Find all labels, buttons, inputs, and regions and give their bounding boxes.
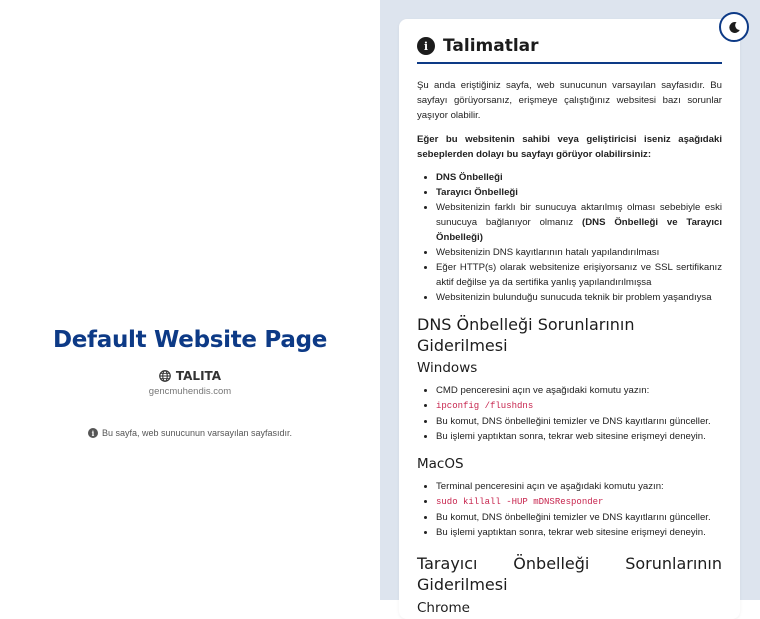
list-item: • CMD penceresini açın ve aşağıdaki komutu yazın:: [436, 383, 722, 398]
macos-steps: [417, 479, 722, 540]
domain-text: gencmuhendis.com: [148, 386, 232, 397]
list-item: • Terminal penceresini açın ve aşağıdaki komutu yazın:: [436, 479, 722, 494]
browser-section-title-line2: Giderilmesi: [417, 575, 508, 594]
site-title: Default Website Page: [52, 327, 328, 353]
list-item: [436, 398, 722, 414]
brand: [0, 369, 380, 383]
reason-bold: (DNS Önbelleği ve Tarayıcı Önbelleği): [436, 217, 722, 243]
windows-steps: [417, 383, 722, 444]
moon-icon: [728, 21, 741, 34]
reasons-list: [417, 170, 722, 305]
info-icon: i: [88, 428, 98, 438]
card-header: [417, 36, 722, 64]
macos-command: sudo killall -HUP mDNSResponder: [436, 497, 604, 507]
list-item: [436, 200, 722, 245]
list-item: [436, 494, 722, 510]
list-item: • Bu komut, DNS önbelleğini temizler ve DNS kayıtlarını günceller.: [436, 510, 722, 525]
list-item: • Websitenizin bulunduğu sunucuda teknik bir problem yaşandıysa: [436, 290, 722, 305]
note-text: Bu sayfa, web sunucunun varsayılan sayfasıdır.: [101, 428, 293, 438]
macos-title: MacOS: [417, 456, 464, 472]
intro-paragraph: Şu anda eriştiğiniz sayfa, web sunucunun varsayılan sayfasıdır. Bu sayfayı görüyorsanız, erişmeye çalıştığınız websitesi bazı sorunlar yaşıyor olabilir.: [417, 80, 722, 121]
brand-name: TALITA: [175, 369, 222, 383]
list-item: • Bu komut, DNS önbelleğini temizler ve DNS kayıtlarını günceller.: [436, 414, 722, 429]
instructions-card: [399, 19, 740, 619]
list-item: • Websitenizin DNS kayıtlarının hatalı yapılandırılması: [436, 245, 722, 260]
windows-title: Windows: [417, 360, 478, 376]
card-title: Talimatlar: [443, 36, 539, 56]
list-item: • Tarayıcı Önbelleği: [436, 185, 722, 200]
reason-text: Websitenizin farklı bir sunucuya aktarılmış olması sebebiyle eski sunucuya bağlanıyor olmanız: [436, 202, 722, 228]
browser-section-title-line1: Tarayıcı Önbelleği Sorunlarının: [417, 554, 722, 573]
default-page-note: [0, 428, 380, 438]
instructions-panel: [380, 0, 760, 616]
chrome-title: Chrome: [417, 600, 470, 616]
globe-icon: [159, 370, 171, 382]
landing-panel: [0, 0, 380, 600]
list-item: • Bu işlemi yaptıktan sonra, tekrar web sitesine erişmeyi deneyin.: [436, 429, 722, 444]
windows-command: ipconfig /flushdns: [436, 401, 534, 411]
theme-toggle-button[interactable]: [719, 12, 749, 42]
list-item: • Bu işlemi yaptıktan sonra, tekrar web sitesine erişmeyi deneyin.: [436, 525, 722, 540]
info-circle-icon: i: [417, 37, 435, 55]
list-item: • Eğer HTTP(s) olarak websitenize erişiyorsanız ve SSL sertifikanız aktif değilse ya da sertifika yanlış yapılandırılmışsa: [436, 260, 722, 290]
list-item: • DNS Önbelleği: [436, 170, 722, 185]
dns-section-title: DNS Önbelleği Sorunlarının Giderilmesi: [417, 315, 635, 355]
reasons-heading: Eğer bu websitenin sahibi veya geliştiricisi iseniz aşağıdaki sebeplerden dolayı bu sayfayı görüyor olabilirsiniz:: [417, 134, 722, 160]
